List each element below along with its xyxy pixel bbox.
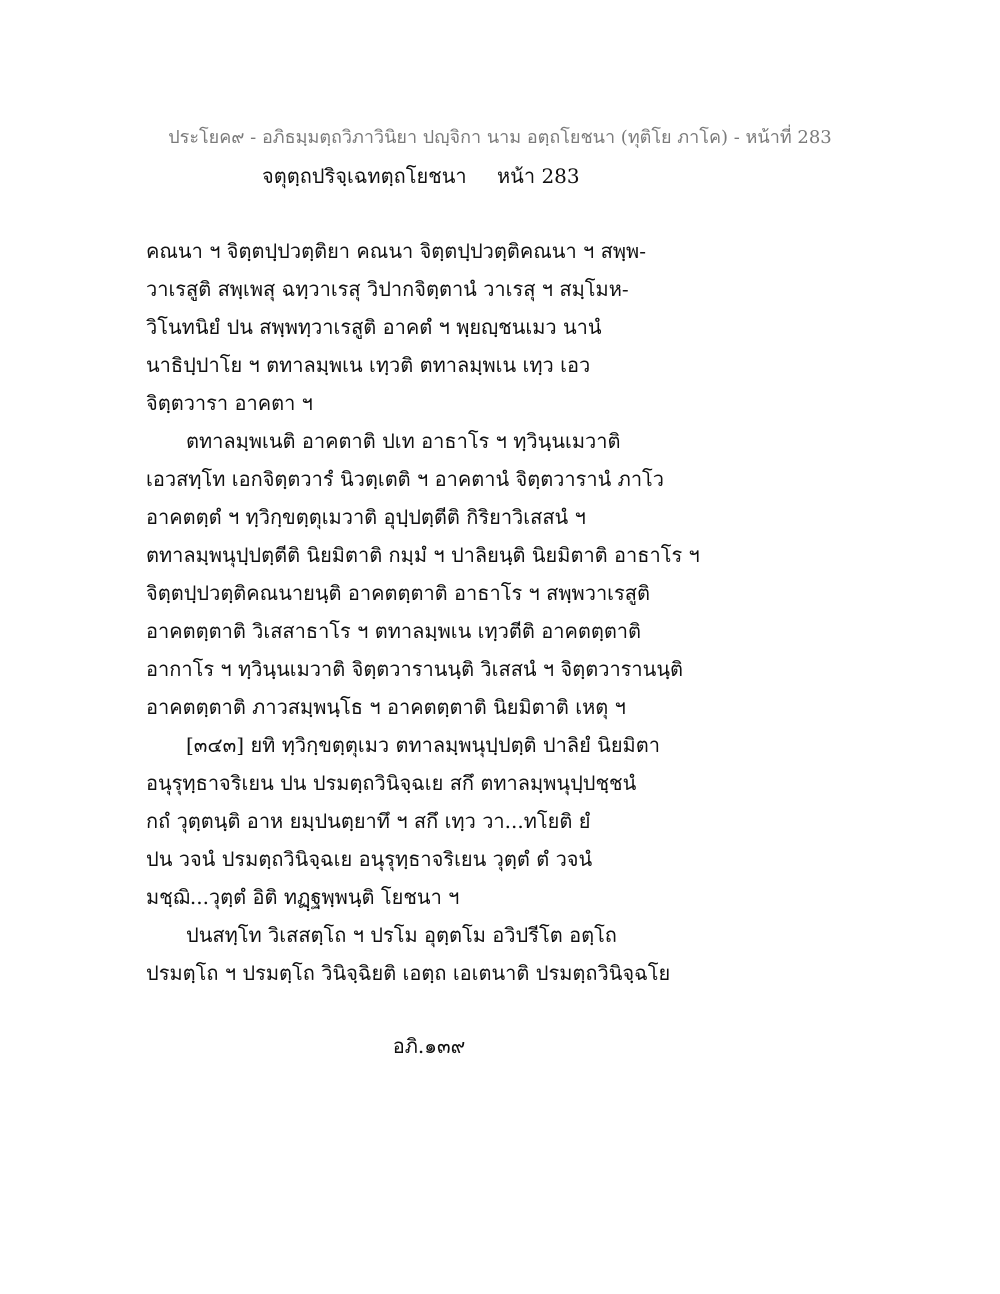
paragraph-first-line: ปนสทฺโท วิเสสตฺโถ ฯ ปรโม อุตฺตโม อวิปรีโต อตฺโถ <box>186 923 617 947</box>
paragraph-first-line: ตทาลมฺพเนติ อาคตาติ ปเท อาธาโร ฯ ทฺวินฺนเมวาติ <box>186 429 621 453</box>
page-number-label: หน้า 283 <box>497 164 580 188</box>
text-line: กถํ วุตฺตนฺติ อาห ยมฺปนตฺยาทึ ฯ สกึ เทฺว วา...ทโยติ ยํ <box>146 809 591 833</box>
running-header: ประโยค๙ - อภิธมฺมตฺถวิภาวินิยา ปญฺจิกา นาม อตฺถโยชนา (ทุติโย ภาโค) - หน้าที่ 283 <box>168 127 832 148</box>
page-footer-marker: อภิ.๑๓๙ <box>392 1034 466 1058</box>
text-line: อากาโร ฯ ทฺวินฺนเมวาติ จิตฺตวารานนฺติ วิเสสนํ ฯ จิตฺตวารานนฺติ <box>146 657 683 681</box>
text-line: นาธิปฺปาโย ฯ ตทาลมฺพเน เทฺวติ ตทาลมฺพเน เทฺว เอว <box>146 353 591 377</box>
text-line: คณนา ฯ จิตฺตปฺปวตฺติยา คณนา จิตฺตปฺปวตฺติคณนา ฯ สพฺพ- <box>146 239 646 263</box>
text-line: อนุรุทฺธาจริเยน ปน ปรมตฺถวินิจฺฉเย สกึ ตทาลมฺพนุปฺปชฺชนํ <box>146 771 637 795</box>
body-text <box>146 232 736 992</box>
text-line: จิตฺตปฺปวตฺติคณนายนฺติ อาคตตฺตาติ อาธาโร ฯ สพฺพวาเรสูติ <box>146 581 650 605</box>
text-line: ปน วจนํ ปรมตฺถวินิจฺฉเย อนุรุทฺธาจริเยน วุตฺตํ ตํ วจนํ <box>146 847 593 871</box>
paragraph-first-line: [๓๔๓] ยทิ ทฺวิกฺขตฺตุเมว ตทาลมฺพนุปฺปตฺติ ปาลิยํ นิยมิตา <box>186 733 660 757</box>
text-line: อาคตตฺตํ ฯ ทฺวิกฺขตฺตุเมวาติ อุปฺปตฺตีติ กิริยาวิเสสนํ ฯ <box>146 505 586 529</box>
text-line: ปรมตฺโถ ฯ ปรมตฺโถ วินิจฺฉิยติ เอตฺถ เอเตนาติ ปรมตฺถวินิจฺฉโย <box>146 961 671 985</box>
text-line: วาเรสูติ สพฺเพสุ ฉทฺวาเรสุ วิปากจิตฺตานํ วาเรสุ ฯ สมฺโมห- <box>146 277 629 301</box>
text-line: จิตฺตวารา อาคตา ฯ <box>146 391 313 415</box>
text-line: มชฺฌิ...วุตฺตํ อิติ ทฏฺฐพฺพนฺติ โยชนา ฯ <box>146 885 460 909</box>
section-title: จตุตฺถปริจฺเฉทตฺถโยชนา <box>262 164 467 188</box>
text-line: วิโนทนิยํ ปน สพฺพทฺวาเรสูติ อาคตํ ฯ พฺยญฺชนเมว นานํ <box>146 315 602 339</box>
text-line: ตทาลมฺพนุปฺปตฺตีติ นิยมิตาติ กมฺมํ ฯ ปาลิยนฺติ นิยมิตาติ อาธาโร ฯ <box>146 543 700 567</box>
text-line: อาคตตฺตาติ วิเสสาธาโร ฯ ตทาลมฺพเน เทฺวตีติ อาคตตฺตาติ <box>146 619 642 643</box>
text-line: อาคตตฺตาติ ภาวสมฺพนฺโธ ฯ อาคตตฺตาติ นิยมิตาติ เหตุ ฯ <box>146 695 626 719</box>
section-header <box>262 160 580 192</box>
text-line: เอวสทฺโท เอกจิตฺตวารํ นิวตฺเตติ ฯ อาคตานํ จิตฺตวารานํ ภาโว <box>146 467 665 491</box>
